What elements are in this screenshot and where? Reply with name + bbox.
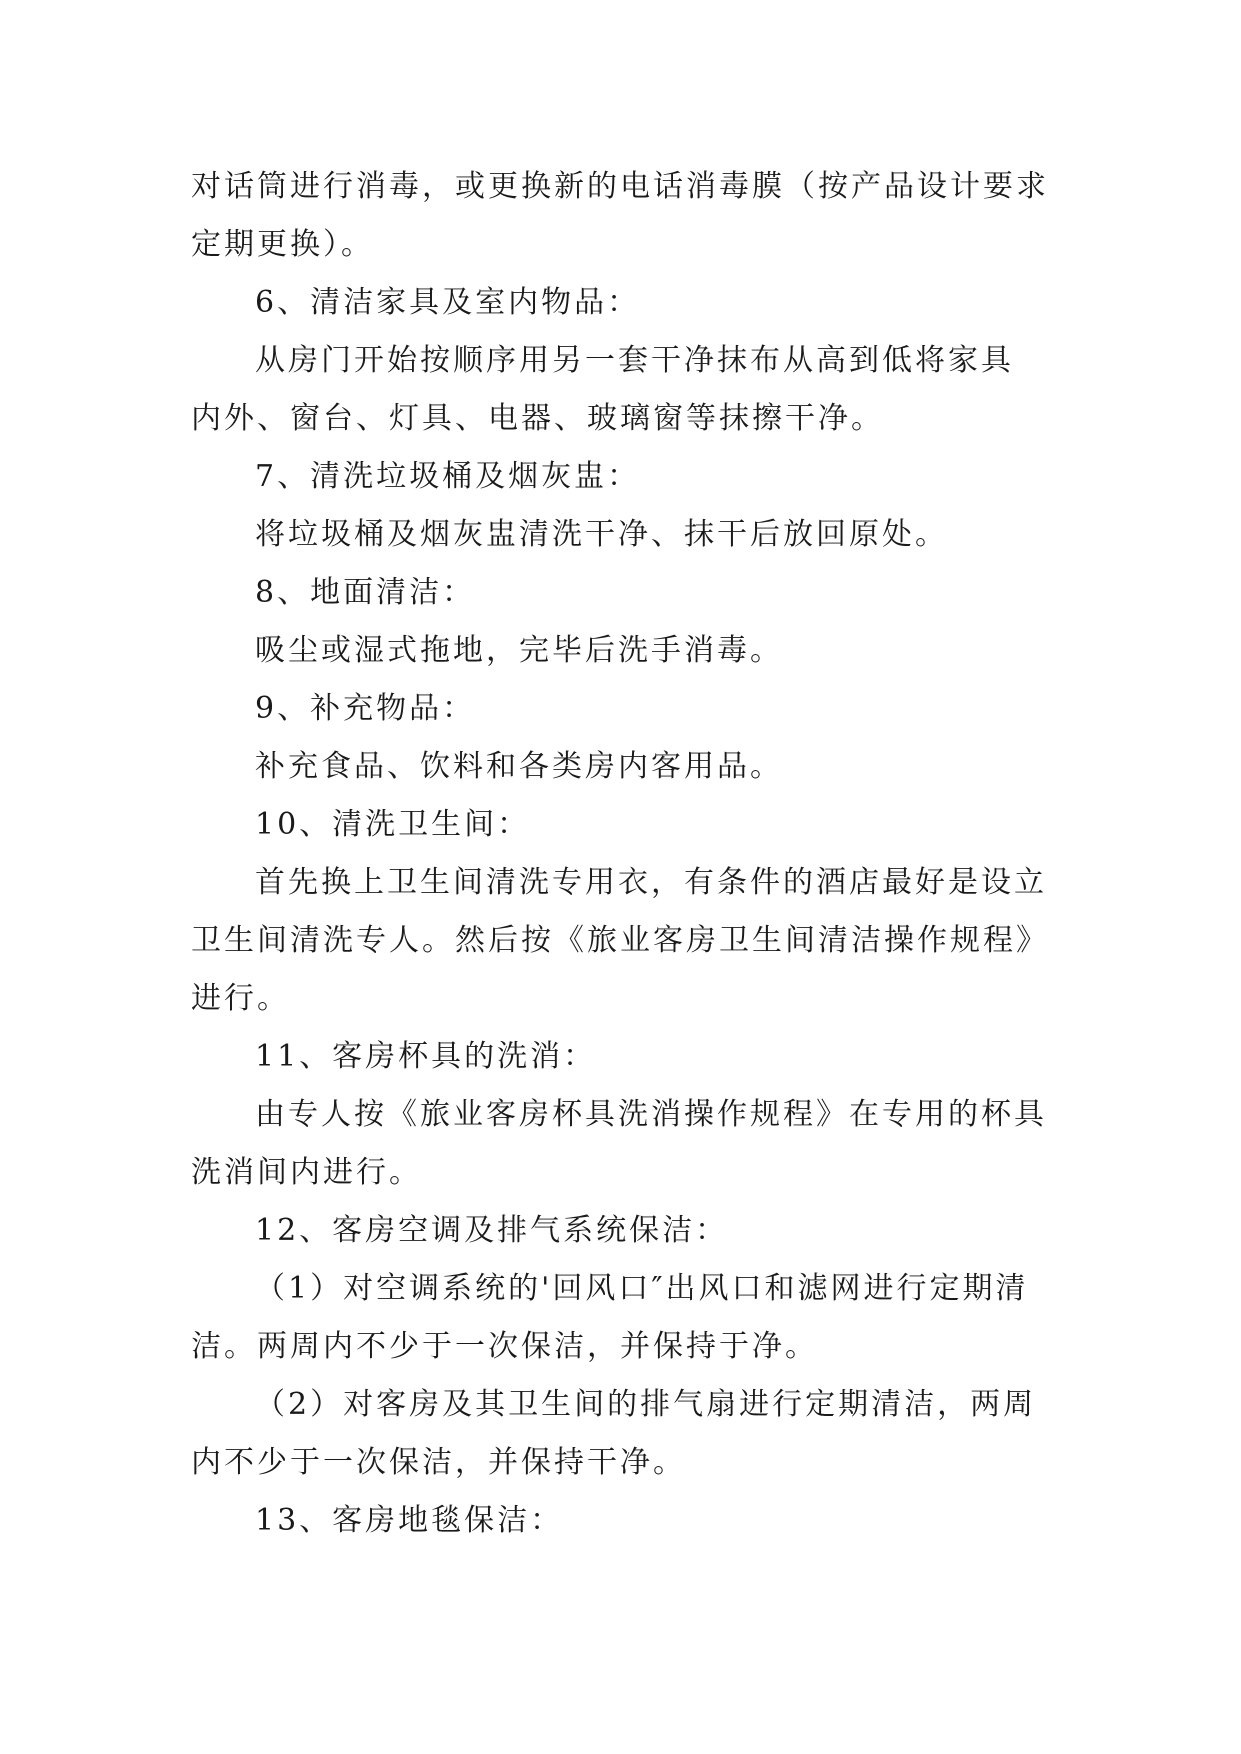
text-line: （2）对客房及其卫生间的排气扇进行定期清洁，两周 bbox=[255, 1387, 1037, 1422]
section-heading: 10、清洗卫生间： bbox=[255, 807, 531, 842]
text-line: 进行。 bbox=[191, 981, 290, 1016]
section-heading: 8、地面清洁： bbox=[255, 575, 476, 610]
text-line: 补充食品、饮料和各类房内客用品。 bbox=[255, 749, 783, 784]
text-line: 吸尘或湿式拖地，完毕后洗手消毒。 bbox=[255, 633, 783, 668]
section-heading: 6、清洁家具及室内物品： bbox=[255, 285, 641, 320]
text-line: 洁。两周内不少于一次保洁，并保持于净。 bbox=[191, 1329, 818, 1364]
section-heading: 9、补充物品： bbox=[255, 691, 476, 726]
section-heading: 12、客房空调及排气系统保洁： bbox=[255, 1213, 729, 1248]
section-heading: 11、客房杯具的洗消： bbox=[255, 1039, 597, 1074]
text-line: 对话筒进行消毒，或更换新的电话消毒膜（按产品设计要求 bbox=[191, 169, 1049, 204]
text-line: 定期更换）。 bbox=[191, 227, 374, 262]
section-heading: 7、清洗垃圾桶及烟灰盅： bbox=[255, 459, 641, 494]
text-line: 从房门开始按顺序用另一套干净抹布从高到低将家具 bbox=[255, 343, 1014, 378]
text-line: 内不少于一次保洁，并保持干净。 bbox=[191, 1445, 686, 1480]
document-body bbox=[191, 158, 1051, 1550]
text-line: 首先换上卫生间清洗专用衣，有条件的酒店最好是设立 bbox=[255, 865, 1047, 900]
text-line: 将垃圾桶及烟灰盅清洗干净、抹干后放回原处。 bbox=[255, 517, 948, 552]
text-line: 卫生间清洗专人。然后按《旅业客房卫生间清洁操作规程》 bbox=[191, 923, 1049, 958]
section-heading: 13、客房地毯保洁： bbox=[255, 1503, 564, 1538]
text-line: 由专人按《旅业客房杯具洗消操作规程》在专用的杯具 bbox=[255, 1097, 1047, 1132]
text-line: （1）对空调系统的'回风口″出风口和滤网进行定期清 bbox=[255, 1271, 1029, 1306]
text-line: 洗消间内进行。 bbox=[191, 1155, 422, 1190]
text-line: 内外、窗台、灯具、电器、玻璃窗等抹擦干净。 bbox=[191, 401, 884, 436]
